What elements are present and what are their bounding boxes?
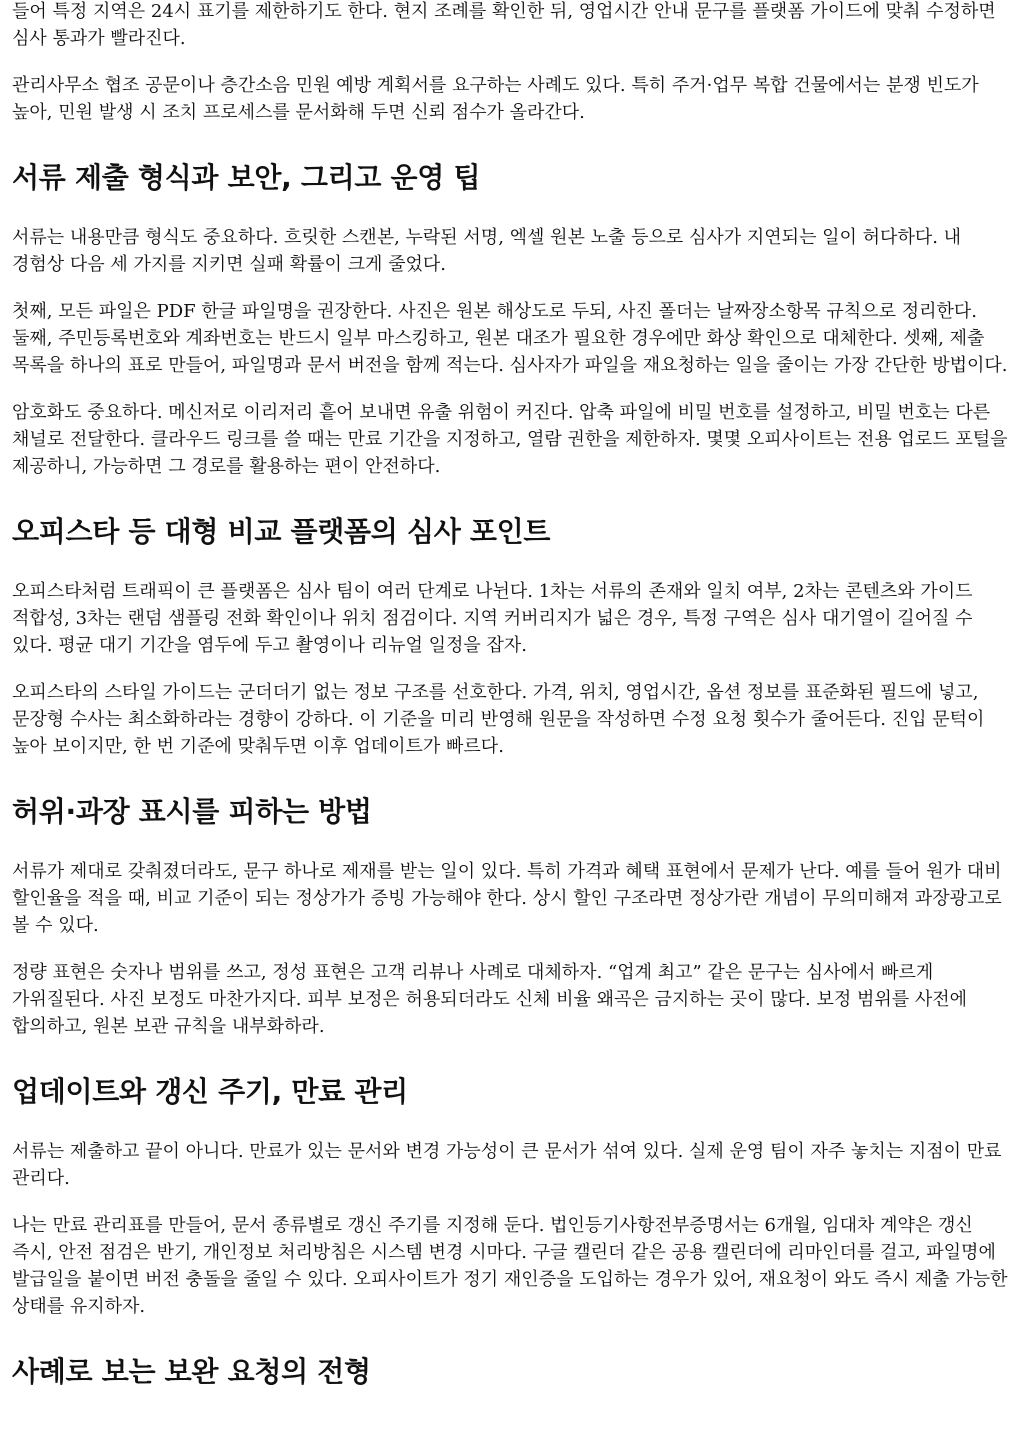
section-heading: 허위·과장 표시를 피하는 방법 [12,795,372,828]
paragraph: 암호화도 중요하다. 메신저로 이리저리 흩어 보내면 유출 위험이 커진다. 압축 파일에 비밀 번호를 설정하고, 비밀 번호는 다른 채널로 전달한다. 클라우드 링크를 쓸 때는 만료 기간을 지정하고, 열람 권한을 제한하자. 몇몇 오피사이트는 전용 업로드 포털을 제공하니, 가능하면 그 경로를 활용하는 편이 안전하다. [12,402,1008,477]
paragraph: 나는 만료 관리표를 만들어, 문서 종류별로 갱신 주기를 지정해 둔다. 법인등기사항전부증명서는 6개월, 임대차 계약은 갱신 즉시, 안전 점검은 반기, 개인정보 처리방침은 시스템 변경 시마다. 구글 캘린더 같은 공용 캘린더에 리마인더를 걸고, 파일명에 발급일을 붙이면 버전 충돌을 줄일 수 있다. 오피사이트가 정기 재인증을 도입하는 경우가 있어, 재요청이 와도 즉시 제출 가능한 상태를 유지하자. [12,1215,1008,1317]
paragraph: 오피스타의 스타일 가이드는 군더더기 없는 정보 구조를 선호한다. 가격, 위치, 영업시간, 옵션 정보를 표준화된 필드에 넣고, 문장형 수사는 최소화하라는 경향이 강하다. 이 기준을 미리 반영해 원문을 작성하면 수정 요청 횟수가 줄어든다. 진입 문턱이 높아 보이지만, 한 번 기준에 맞춰두면 이후 업데이트가 빠르다. [12,682,985,757]
paragraph: 첫째, 모든 파일은 PDF 한글 파일명을 권장한다. 사진은 원본 해상도로 두되, 사진 폴더는 날짜장소항목 규칙으로 정리한다. 둘째, 주민등록번호와 계좌번호는 반드시 일부 마스킹하고, 원본 대조가 필요한 경우에만 화상 확인으로 대체한다. 셋째, 제출 목록을 하나의 표로 만들어, 파일명과 문서 버전을 함께 적는다. 심사자가 파일을 재요청하는 일을 줄이는 가장 간단한 방법이다. [12,301,1008,376]
paragraph: 오피스타처럼 트래픽이 큰 플랫폼은 심사 팀이 여러 단계로 나뉜다. 1차는 서류의 존재와 일치 여부, 2차는 콘텐츠와 가이드 적합성, 3차는 랜덤 샘플링 전화 확인이나 위치 점검이다. 지역 커버리지가 넓은 경우, 특정 구역은 심사 대기열이 길어질 수 있다. 평균 대기 기간을 염두에 두고 촬영이나 리뉴얼 일정을 잡자. [12,581,973,656]
paragraph: 서류는 내용만큼 형식도 중요하다. 흐릿한 스캔본, 누락된 서명, 엑셀 원본 노출 등으로 심사가 지연되는 일이 허다하다. 내 경험상 다음 세 가지를 지키면 실패 확률이 크게 줄었다. [12,227,962,275]
paragraph: 관리사무소 협조 공문이나 층간소음 민원 예방 계획서를 요구하는 사례도 있다. 특히 주거·업무 복합 건물에서는 분쟁 빈도가 높아, 민원 발생 시 조치 프로세스를 문서화해 두면 신뢰 점수가 올라간다. [12,75,979,123]
section-heading: 오피스타 등 대형 비교 플랫폼의 심사 포인트 [12,515,551,548]
section-heading: 사례로 보는 보완 요청의 전형 [12,1355,371,1388]
document-page [12,0,1012,1418]
paragraph: 정량 표현은 숫자나 범위를 쓰고, 정성 표현은 고객 리뷰나 사례로 대체하자. “업계 최고” 같은 문구는 심사에서 빠르게 가위질된다. 사진 보정도 마찬가지다. 피부 보정은 허용되더라도 신체 비율 왜곡은 금지하는 곳이 많다. 보정 범위를 사전에 합의하고, 원본 보관 규칙을 내부화하라. [12,962,967,1037]
section-heading: 업데이트와 갱신 주기, 만료 관리 [12,1075,408,1108]
paragraph: 서류가 제대로 갖춰졌더라도, 문구 하나로 제재를 받는 일이 있다. 특히 가격과 혜택 표현에서 문제가 난다. 예를 들어 원가 대비 할인율을 적을 때, 비교 기준이 되는 정상가가 증빙 가능해야 한다. 상시 할인 구조라면 정상가란 개념이 무의미해져 과장광고로 볼 수 있다. [12,861,1002,936]
paragraph: 서류는 제출하고 끝이 아니다. 만료가 있는 문서와 변경 가능성이 큰 문서가 섞여 있다. 실제 운영 팀이 자주 놓치는 지점이 만료 관리다. [12,1141,1002,1189]
section-heading: 서류 제출 형식과 보안, 그리고 운영 팁 [12,161,481,194]
paragraph: 들어 특정 지역은 24시 표기를 제한하기도 한다. 현지 조례를 확인한 뒤, 영업시간 안내 문구를 플랫폼 가이드에 맞춰 수정하면 심사 통과가 빨라진다. [12,1,996,49]
